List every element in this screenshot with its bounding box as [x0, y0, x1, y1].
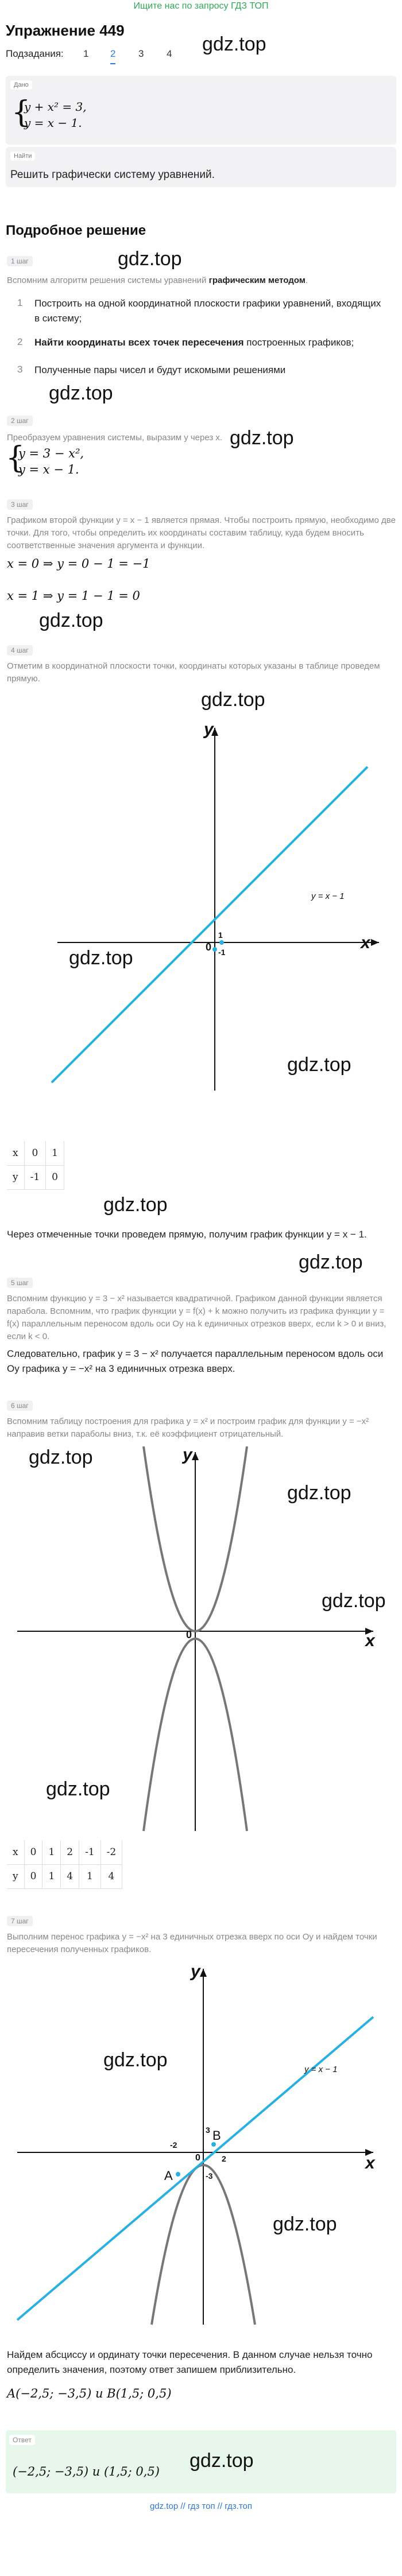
table-cell: -1 [24, 1165, 46, 1189]
step-4-text: Отметим в координатной плоскости точки, координаты которых указаны в таблице проведем прямую. [7, 661, 380, 684]
search-banner[interactable]: Ищите нас по запросу ГДЗ ТОП [133, 1, 269, 11]
watermark: gdz.top [287, 1054, 351, 1076]
tick-minus-3: -3 [206, 2171, 213, 2181]
table-cell: 0 [46, 1165, 64, 1189]
watermark: gdz.top [46, 1778, 110, 1800]
x-axis-label: x [365, 2154, 375, 2172]
watermark: gdz.top [287, 1482, 351, 1504]
step-4-after: Через отмеченные точки проведем прямую, получим график функции y = x − 1. [7, 1229, 367, 1240]
table-row [7, 1141, 64, 1165]
step-3-text: Графиком второй функции y = x − 1 является прямая. Чтобы построить прямую, необходимо две точки. Для того, чтобы определить их координаты составим таблицу, куда будем вносить соответственные значения аргумента и функции. [7, 515, 396, 550]
point-a-label: A [164, 2168, 173, 2183]
page-title: Упражнение 449 [6, 22, 125, 39]
step-2-equation-1: y = 3 − x², [18, 447, 84, 460]
watermark: gdz.top [299, 1251, 363, 1273]
subtask-tab-4[interactable]: 4 [167, 48, 172, 59]
step-7-after: Найдем абсциссу и ординату точки пересечения. В данном случае нельзя точно определить значения, поэтому ответ запишем приблизительно. [7, 2349, 373, 2375]
step-5-conclusion: Следовательно, график y = 3 − x² получается параллельным переносом вдоль оси Oy графика y = −x² на 3 единичных отрезка вверх. [7, 1348, 384, 1374]
calc-x0: x = 0 ⇒ y = 0 − 1 = −1 [7, 557, 150, 571]
table-cell: x [7, 1840, 24, 1864]
step-2-intro: Преобразуем уравнения системы, выразим y через x. [7, 433, 223, 443]
table-cell: 2 [61, 1840, 79, 1864]
intersection-points: A(−2,5; −3,5) и B(1,5; 0,5) [7, 2387, 172, 2400]
step-7-chip: 7 шаг [7, 1916, 33, 1926]
watermark: gdz.top [29, 1446, 93, 1468]
watermark: gdz.top [202, 33, 266, 55]
find-card [6, 147, 396, 187]
watermark: gdz.top [201, 689, 265, 711]
table-cell: 1 [79, 1864, 101, 1888]
footer-links[interactable]: gdz.top // гдз топ // гдз.топ [149, 2501, 253, 2511]
table-cell: 4 [100, 1864, 122, 1888]
axes [17, 1452, 373, 1831]
point-0-minus1 [212, 947, 217, 952]
table-cell: y [7, 1864, 24, 1888]
line-y-eq-x-minus-1 [17, 2017, 373, 2320]
table-cell: -1 [79, 1840, 101, 1864]
tick-2: 2 [222, 2154, 226, 2163]
origin-label: 0 [186, 1629, 192, 1640]
watermark: gdz.top [118, 248, 182, 270]
given-card [6, 76, 396, 145]
y-axis-label: y [204, 720, 214, 739]
table-cell: y [7, 1165, 24, 1189]
table-cell: 4 [61, 1864, 79, 1888]
solution-heading: Подробное решение [6, 223, 146, 238]
list-item: Найти координаты всех точек пересечения построенных графиков; [34, 337, 354, 348]
table-cell: 0 [24, 1141, 46, 1165]
tick-minus-1: -1 [218, 948, 226, 957]
step-5-chip: 5 шаг [7, 1278, 33, 1288]
find-chip: Найти [10, 152, 35, 161]
list-number: 3 [17, 364, 23, 375]
watermark: gdz.top [103, 1194, 168, 1216]
calc-x1: x = 1 ⇒ y = 1 − 1 = 0 [7, 589, 140, 603]
list-item: Полученные пары чисел и будут искомыми решениями [34, 364, 286, 375]
intersection-a [176, 2172, 180, 2177]
axes [57, 728, 379, 1091]
x-axis-label: x [361, 933, 370, 952]
x-axis-label: x [365, 1631, 375, 1650]
table-cell: 0 [24, 1864, 42, 1888]
subtask-tab-1[interactable]: 1 [83, 48, 89, 59]
step-6-text: Вспомним таблицу построения для графика y = x² и построим график для функции y = −x² направив ветки параболы вниз, т.к. её коэффициент отрицательный. [7, 1417, 369, 1439]
subtask-tab-3[interactable]: 3 [138, 48, 144, 59]
table-row [7, 1840, 122, 1864]
given-equation-1: y + x² = 3, [24, 100, 87, 114]
point-b-label: B [212, 2128, 221, 2143]
y-axis-label: y [191, 1963, 200, 1981]
step-7-text: Выполним перенос графика y = −x² на 3 единичных отрезка вверх по оси Oy и найдем точки пересечения полученных графиков. [7, 1932, 377, 1954]
watermark: gdz.top [39, 610, 103, 631]
table-row [7, 1864, 122, 1888]
graph-system [6, 1963, 396, 2330]
given-equation-2: y = x − 1. [24, 116, 82, 130]
table-cell: 0 [24, 1840, 42, 1864]
line-label: y = x − 1 [304, 2065, 338, 2074]
watermark: gdz.top [322, 1590, 386, 1612]
table-row [7, 1165, 64, 1189]
table-cell: 1 [42, 1864, 61, 1888]
step-2-equation-2: y = x − 1. [18, 463, 79, 476]
origin-label: 0 [195, 2153, 200, 2163]
line-y-eq-x-minus-1 [52, 767, 368, 1083]
table-cell: x [7, 1141, 24, 1165]
subtasks-label: Подзадания: [6, 48, 64, 59]
watermark: gdz.top [69, 947, 133, 969]
watermark: gdz.top [230, 427, 294, 449]
table-cell: 1 [46, 1141, 64, 1165]
system-brace: { [11, 95, 31, 130]
step-2-chip: 2 шаг [7, 416, 33, 426]
step-3-chip: 3 шаг [7, 499, 33, 510]
list-item: Построить на одной координатной плоскости графики уравнений, входящих в систему; [34, 298, 381, 324]
system-brace: { [6, 441, 25, 475]
table-cell: 1 [42, 1840, 61, 1864]
point-1-0 [219, 940, 224, 945]
watermark: gdz.top [49, 382, 113, 404]
intersection-b [211, 2142, 216, 2147]
tick-minus-2: -2 [170, 2140, 177, 2150]
graph-line [46, 712, 391, 1102]
list-number: 1 [17, 297, 23, 308]
step-1-intro: Вспомним алгоритм решения системы уравнений графическим методом. [7, 276, 308, 285]
step-6-chip: 6 шаг [7, 1400, 33, 1411]
answer-text: (−2,5; −3,5) и (1,5; 0,5) [13, 2465, 160, 2478]
axes [17, 1969, 373, 2325]
subtask-tab-2[interactable]: 2 [110, 48, 115, 64]
value-table-line [7, 1141, 64, 1190]
answer-chip: Ответ [9, 2435, 35, 2445]
watermark: gdz.top [190, 2450, 254, 2472]
table-cell: -2 [100, 1840, 122, 1864]
value-table-parabola [7, 1840, 122, 1889]
step-5-text: Вспомним функцию y = 3 − x² называется квадратичной. Графиком данной функции является парабола. Вспомним, что график функции y = f(x) + k можно получить из графика функции y = f(x) параллельным переносом вдоль оси Oy на k единичных отрезков вверх, если k > 0 и вниз, если k < 0. [7, 1294, 386, 1341]
y-axis-label: y [183, 1446, 192, 1464]
line-label: y = x − 1 [311, 891, 345, 901]
tick-1: 1 [218, 930, 223, 940]
task-text: Решить графически систему уравнений. [10, 169, 215, 181]
watermark: gdz.top [273, 2213, 337, 2235]
watermark: gdz.top [103, 2049, 168, 2071]
tick-3: 3 [206, 2125, 210, 2135]
list-number: 2 [17, 336, 23, 347]
step-1-chip: 1 шаг [7, 256, 33, 266]
origin-label: 0 [206, 941, 212, 953]
step-4-chip: 4 шаг [7, 645, 33, 655]
given-chip: Дано [10, 80, 32, 90]
